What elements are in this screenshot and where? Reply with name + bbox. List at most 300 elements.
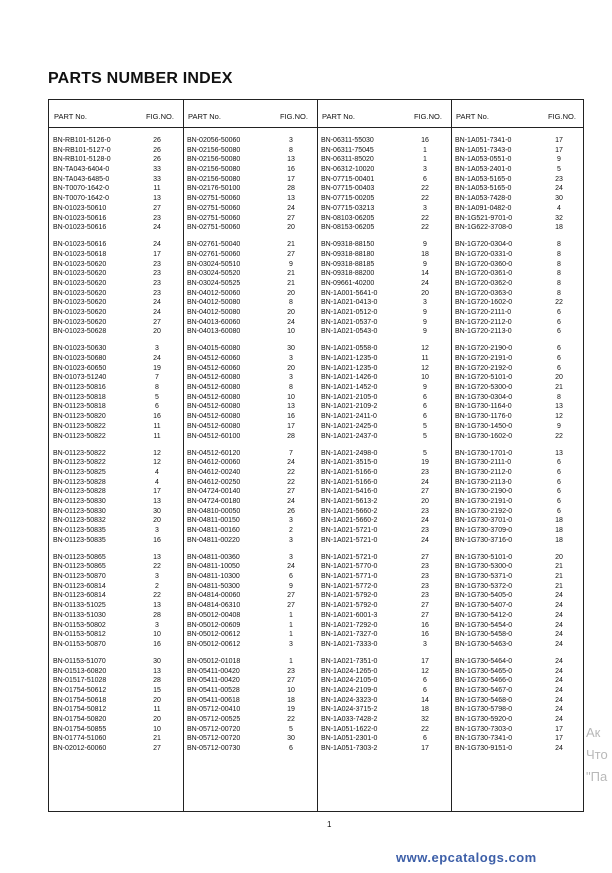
row-group (317, 553, 451, 650)
part-number: BN-1G730-1164-0 (455, 403, 512, 411)
part-number: BN-04811-00220 (187, 536, 240, 544)
table-row (317, 289, 451, 299)
figure-number: 9 (423, 318, 427, 326)
table-row (317, 657, 451, 667)
figure-number: 9 (557, 156, 561, 164)
table-row (451, 136, 585, 146)
table-row (49, 601, 183, 611)
figure-number: 21 (555, 563, 563, 571)
figure-number: 4 (557, 204, 561, 212)
figure-number: 24 (555, 657, 563, 665)
table-row (451, 734, 585, 744)
figure-number: 23 (421, 507, 429, 515)
table-row (49, 591, 183, 601)
part-number: BN-1A021-0558-0 (321, 345, 378, 353)
table-row (183, 402, 317, 412)
part-number: BN-01123-50865 (53, 553, 106, 561)
part-number: BN-04724-00140 (187, 488, 241, 496)
table-row (451, 468, 585, 478)
table-row (183, 611, 317, 621)
column-header-3 (317, 100, 451, 128)
part-number: BN-1A021-7327-0 (321, 631, 378, 639)
part-number: BN-04612-00250 (187, 478, 241, 486)
figure-number: 24 (421, 279, 429, 287)
table-row (317, 383, 451, 393)
figure-number: 6 (423, 677, 427, 685)
row-group (317, 449, 451, 546)
table-row (183, 553, 317, 563)
part-number: BN-02156-50080 (187, 166, 241, 174)
part-number: BN-05712-00720 (187, 725, 241, 733)
table-row (317, 194, 451, 204)
part-number: BN-1A051-7343-0 (455, 146, 512, 154)
figure-number: 14 (421, 270, 429, 278)
figure-number: 1 (423, 156, 427, 164)
part-number: BN-1A021-5771-0 (321, 573, 378, 581)
part-number: BN-04811-00160 (187, 527, 240, 535)
parts-column-1 (49, 136, 183, 754)
table-row (317, 184, 451, 194)
table-row (183, 526, 317, 536)
table-row (317, 725, 451, 735)
figure-number: 17 (153, 488, 161, 496)
figure-number: 5 (423, 422, 427, 430)
table-row (317, 582, 451, 592)
part-number: BN-1G730-7303-0 (455, 725, 513, 733)
column-header-1 (49, 100, 183, 128)
table-row (183, 214, 317, 224)
figure-number: 5 (557, 166, 561, 174)
figure-number: 27 (421, 602, 429, 610)
figure-number: 17 (421, 657, 429, 665)
part-number: BN-01123-50816 (53, 384, 106, 392)
figure-number: 12 (153, 459, 161, 467)
table-row (317, 744, 451, 754)
figure-number: 24 (153, 308, 161, 316)
part-number: BN-01023-60650 (53, 364, 107, 372)
figure-number: 8 (557, 393, 561, 401)
figure-number: 8 (155, 384, 159, 392)
figure-number: 3 (423, 204, 427, 212)
figure-number: 20 (555, 374, 563, 382)
table-row (451, 383, 585, 393)
figure-number: 16 (421, 631, 429, 639)
part-number: BN-05411-00420 (187, 677, 240, 685)
part-number: BN-05712-00730 (187, 745, 241, 753)
figure-number: 16 (153, 640, 161, 648)
figure-number: 27 (287, 250, 295, 258)
figure-number: 8 (557, 250, 561, 258)
part-number: BN-09318-88185 (321, 260, 375, 268)
figure-number: 23 (153, 279, 161, 287)
part-number: BN-RB101-5128-0 (53, 156, 111, 164)
part-number: BN-01123-50818 (53, 403, 106, 411)
table-row (49, 734, 183, 744)
table-row (183, 204, 317, 214)
figure-number: 20 (555, 553, 563, 561)
figure-number: 11 (153, 432, 161, 440)
table-row (183, 175, 317, 185)
part-number: BN-1G730-5920-0 (455, 715, 513, 723)
part-number: BN-01123-50822 (53, 449, 106, 457)
table-row (49, 354, 183, 364)
table-row (451, 478, 585, 488)
part-number: BN-1A021-2109-2 (321, 403, 378, 411)
part-number: BN-1A021-7292-0 (321, 621, 378, 629)
figure-number: 27 (287, 602, 295, 610)
table-row (49, 725, 183, 735)
figure-number: 28 (287, 185, 295, 193)
figure-number: 24 (153, 241, 161, 249)
part-number: BN-T0070-1642-0 (53, 185, 110, 193)
row-group (183, 344, 317, 441)
part-number: BN-05411-00420 (187, 667, 240, 675)
part-number: BN-1A053-2401-0 (455, 166, 512, 174)
part-number: BN-04512-60060 (187, 355, 241, 363)
column-header-2 (183, 100, 317, 128)
figure-number: 23 (421, 592, 429, 600)
part-number: BN-01754-50618 (53, 696, 107, 704)
table-row (183, 458, 317, 468)
row-group (451, 344, 585, 441)
table-row (451, 184, 585, 194)
table-row (183, 393, 317, 403)
table-row (317, 344, 451, 354)
table-row (183, 478, 317, 488)
part-number: BN-1A024-2109-0 (321, 686, 378, 694)
part-number: BN-1A021-5721-0 (321, 536, 378, 544)
part-number: BN-1A091-0482-0 (455, 204, 512, 212)
part-number: BN-1A033-7428-2 (321, 715, 378, 723)
figure-number: 10 (287, 393, 295, 401)
table-row (317, 155, 451, 165)
table-row (183, 468, 317, 478)
part-number: BN-TA043-6404-0 (53, 166, 110, 174)
table-row (451, 308, 585, 318)
part-number: BN-01123-50818 (53, 393, 106, 401)
figure-number: 6 (557, 497, 561, 505)
table-row (49, 705, 183, 715)
table-row (49, 223, 183, 233)
figure-number: 6 (557, 468, 561, 476)
figure-number: 30 (287, 735, 295, 743)
table-row (49, 279, 183, 289)
fig-no-header: FIG.NO. (414, 112, 442, 121)
row-group (183, 240, 317, 337)
part-number: BN-1A021-1452-0 (321, 384, 378, 392)
part-number: BN-01023-50630 (53, 345, 107, 353)
part-number: BN-01123-50828 (53, 488, 106, 496)
table-row (183, 601, 317, 611)
table-row (317, 250, 451, 260)
table-row (49, 562, 183, 572)
table-row (183, 621, 317, 631)
part-number: BN-1G720-0331-0 (455, 250, 513, 258)
part-number: BN-08153-06205 (321, 224, 375, 232)
table-row (183, 487, 317, 497)
table-row (317, 279, 451, 289)
part-number: BN-03024-50520 (187, 270, 241, 278)
table-row (451, 279, 585, 289)
part-number: BN-01153-51070 (53, 657, 106, 665)
figure-number: 6 (557, 318, 561, 326)
part-number: BN-1A021-5660-2 (321, 507, 378, 515)
table-row (317, 432, 451, 442)
table-row (317, 572, 451, 582)
figure-number: 24 (153, 224, 161, 232)
table-row (451, 582, 585, 592)
part-number: BN-1G720-0360-0 (455, 260, 513, 268)
figure-number: 8 (557, 260, 561, 268)
part-number: BN-05411-00618 (187, 696, 240, 704)
table-row (49, 621, 183, 631)
part-number: BN-04814-00060 (187, 592, 241, 600)
part-number: BN-1A021-5416-0 (321, 488, 378, 496)
figure-number: 27 (153, 204, 161, 212)
row-group (183, 553, 317, 650)
part-number: BN-04811-00360 (187, 553, 240, 561)
figure-number: 6 (557, 507, 561, 515)
part-number: BN-1A053-0551-0 (455, 156, 512, 164)
part-number: BN-1G730-5458-0 (455, 631, 513, 639)
table-row (49, 383, 183, 393)
table-row (49, 630, 183, 640)
figure-number: 22 (287, 478, 295, 486)
figure-number: 27 (421, 611, 429, 619)
part-number: BN-1A021-1235-0 (321, 355, 378, 363)
table-row (49, 136, 183, 146)
figure-number: 9 (289, 582, 293, 590)
part-number: BN-04015-60080 (187, 345, 241, 353)
figure-number: 22 (421, 195, 429, 203)
part-number: BN-1A021-0413-0 (321, 299, 378, 307)
figure-number: 6 (423, 393, 427, 401)
table-row (49, 516, 183, 526)
figure-number: 2 (289, 527, 293, 535)
part-number: BN-01153-50802 (53, 621, 106, 629)
table-row (451, 640, 585, 650)
table-row (451, 696, 585, 706)
figure-number: 11 (153, 706, 161, 714)
part-number: BN-1G720-2113-0 (455, 328, 512, 336)
part-number: BN-1G730-7341-0 (455, 735, 513, 743)
figure-number: 3 (289, 137, 293, 144)
figure-number: 11 (153, 422, 161, 430)
part-number: BN-1A021-5721-0 (321, 527, 378, 535)
table-row (183, 250, 317, 260)
table-row (183, 657, 317, 667)
table-row (183, 298, 317, 308)
table-row (451, 204, 585, 214)
figure-number: 21 (555, 582, 563, 590)
table-row (451, 260, 585, 270)
table-row (317, 705, 451, 715)
part-number: BN-1A051-2301-0 (321, 735, 378, 743)
table-row (317, 468, 451, 478)
table-row (183, 705, 317, 715)
figure-number: 13 (153, 667, 161, 675)
table-row (49, 260, 183, 270)
figure-number: 6 (423, 735, 427, 743)
part-number: BN-1A021-5721-0 (321, 553, 378, 561)
table-row (451, 591, 585, 601)
figure-number: 11 (421, 355, 429, 363)
figure-number: 6 (155, 403, 159, 411)
table-row (451, 194, 585, 204)
part-number: BN-06311-55030 (321, 137, 374, 144)
table-row (183, 715, 317, 725)
part-number: BN-05712-00720 (187, 735, 241, 743)
part-number: BN-01023-50620 (53, 308, 107, 316)
table-row (183, 327, 317, 337)
figure-number: 23 (421, 563, 429, 571)
part-number: BN-08103-06205 (321, 214, 375, 222)
table-row (317, 204, 451, 214)
table-row (451, 432, 585, 442)
figure-number: 30 (153, 507, 161, 515)
table-row (49, 194, 183, 204)
part-number: BN-01123-50825 (53, 468, 106, 476)
table-row (317, 165, 451, 175)
part-number: BN-1G720-2192-0 (455, 364, 513, 372)
part-number: BN-05012-00612 (187, 640, 241, 648)
figure-number: 3 (423, 166, 427, 174)
figure-number: 22 (421, 224, 429, 232)
part-number: BN-1G730-5300-0 (455, 563, 513, 571)
figure-number: 18 (555, 517, 563, 525)
figure-number: 12 (555, 413, 563, 421)
figure-number: 13 (555, 449, 563, 457)
row-group (317, 344, 451, 441)
figure-number: 22 (287, 715, 295, 723)
figure-number: 24 (287, 204, 295, 212)
part-number: BN-1G730-9151-0 (455, 745, 513, 753)
table-row (183, 696, 317, 706)
figure-number: 32 (421, 715, 429, 723)
figure-number: 20 (287, 364, 295, 372)
figure-number: 3 (155, 621, 159, 629)
part-number: BN-1A021-2425-0 (321, 422, 378, 430)
figure-number: 27 (287, 677, 295, 685)
table-row (317, 373, 451, 383)
table-row (451, 289, 585, 299)
table-row (49, 373, 183, 383)
table-row (317, 516, 451, 526)
figure-number: 27 (287, 488, 295, 496)
part-number: BN-1G720-0363-0 (455, 289, 513, 297)
part-number: BN-07715-00205 (321, 195, 375, 203)
row-group (317, 240, 451, 337)
part-number: BN-RB101-5126-0 (53, 137, 111, 144)
part-number: BN-1A021-2105-0 (321, 393, 378, 401)
part-number: BN-01754-50812 (53, 706, 107, 714)
part-number: BN-01023-50620 (53, 289, 107, 297)
figure-number: 19 (421, 459, 429, 467)
part-no-header: PART No. (322, 112, 355, 121)
table-row (317, 214, 451, 224)
figure-number: 1 (289, 657, 293, 665)
table-row (451, 269, 585, 279)
figure-number: 18 (555, 536, 563, 544)
row-group (317, 136, 451, 233)
figure-number: 3 (289, 355, 293, 363)
table-row (451, 402, 585, 412)
part-number: BN-1G720-1602-0 (455, 299, 513, 307)
table-row (49, 507, 183, 517)
figure-number: 6 (557, 488, 561, 496)
table-row (49, 146, 183, 156)
figure-number: 6 (557, 345, 561, 353)
watermark-logo: www.epcatalogs.com (396, 850, 537, 865)
part-number: BN-1G730-5798-0 (455, 706, 513, 714)
part-number: BN-01023-50628 (53, 328, 107, 336)
figure-number: 23 (153, 270, 161, 278)
part-number: BN-01023-50610 (53, 204, 107, 212)
part-number: BN-1G730-0304-0 (455, 393, 513, 401)
table-row (183, 318, 317, 328)
part-number: BN-RB101-5127-0 (53, 146, 111, 154)
part-number: BN-01133-51030 (53, 611, 106, 619)
parts-column-4 (451, 136, 585, 754)
figure-number: 6 (557, 328, 561, 336)
table-row (183, 591, 317, 601)
figure-number: 10 (421, 374, 429, 382)
part-number: BN-1G730-2192-0 (455, 507, 513, 515)
figure-number: 20 (153, 696, 161, 704)
table-row (49, 155, 183, 165)
part-number: BN-05712-00525 (187, 715, 241, 723)
figure-number: 23 (421, 582, 429, 590)
figure-number: 1 (289, 621, 293, 629)
figure-number: 16 (421, 137, 429, 144)
table-row (451, 393, 585, 403)
part-number: BN-01023-50616 (53, 224, 107, 232)
table-row (49, 250, 183, 260)
figure-number: 17 (555, 146, 563, 154)
figure-number: 20 (153, 328, 161, 336)
figure-number: 5 (423, 449, 427, 457)
part-number: BN-01123-50820 (53, 413, 106, 421)
figure-number: 8 (557, 241, 561, 249)
part-number: BN-09318-88200 (321, 270, 375, 278)
part-number: BN-1G720-0362-0 (455, 279, 513, 287)
part-number: BN-1A053-7428-0 (455, 195, 512, 203)
figure-number: 23 (287, 667, 295, 675)
part-number: BN-01123-50835 (53, 527, 106, 535)
part-number: BN-1G730-2113-0 (455, 478, 512, 486)
part-number: BN-04512-60080 (187, 413, 241, 421)
part-number: BN-1G730-2111-0 (455, 459, 512, 467)
part-number: BN-05012-00612 (187, 631, 241, 639)
part-number: BN-01754-50855 (53, 725, 107, 733)
table-row (317, 240, 451, 250)
part-number: BN-1A021-2437-0 (321, 432, 378, 440)
part-number: BN-01123-60814 (53, 592, 106, 600)
row-group (451, 240, 585, 337)
table-row (451, 412, 585, 422)
part-number: BN-1A001-5641-0 (321, 289, 378, 297)
part-number: BN-04013-60080 (187, 328, 241, 336)
figure-number: 4 (155, 478, 159, 486)
figure-number: 24 (287, 563, 295, 571)
figure-number: 3 (423, 299, 427, 307)
table-row (451, 715, 585, 725)
table-row (317, 298, 451, 308)
figure-number: 22 (421, 214, 429, 222)
row-group (451, 136, 585, 233)
part-number: BN-02156-50080 (187, 146, 241, 154)
figure-number: 3 (155, 573, 159, 581)
